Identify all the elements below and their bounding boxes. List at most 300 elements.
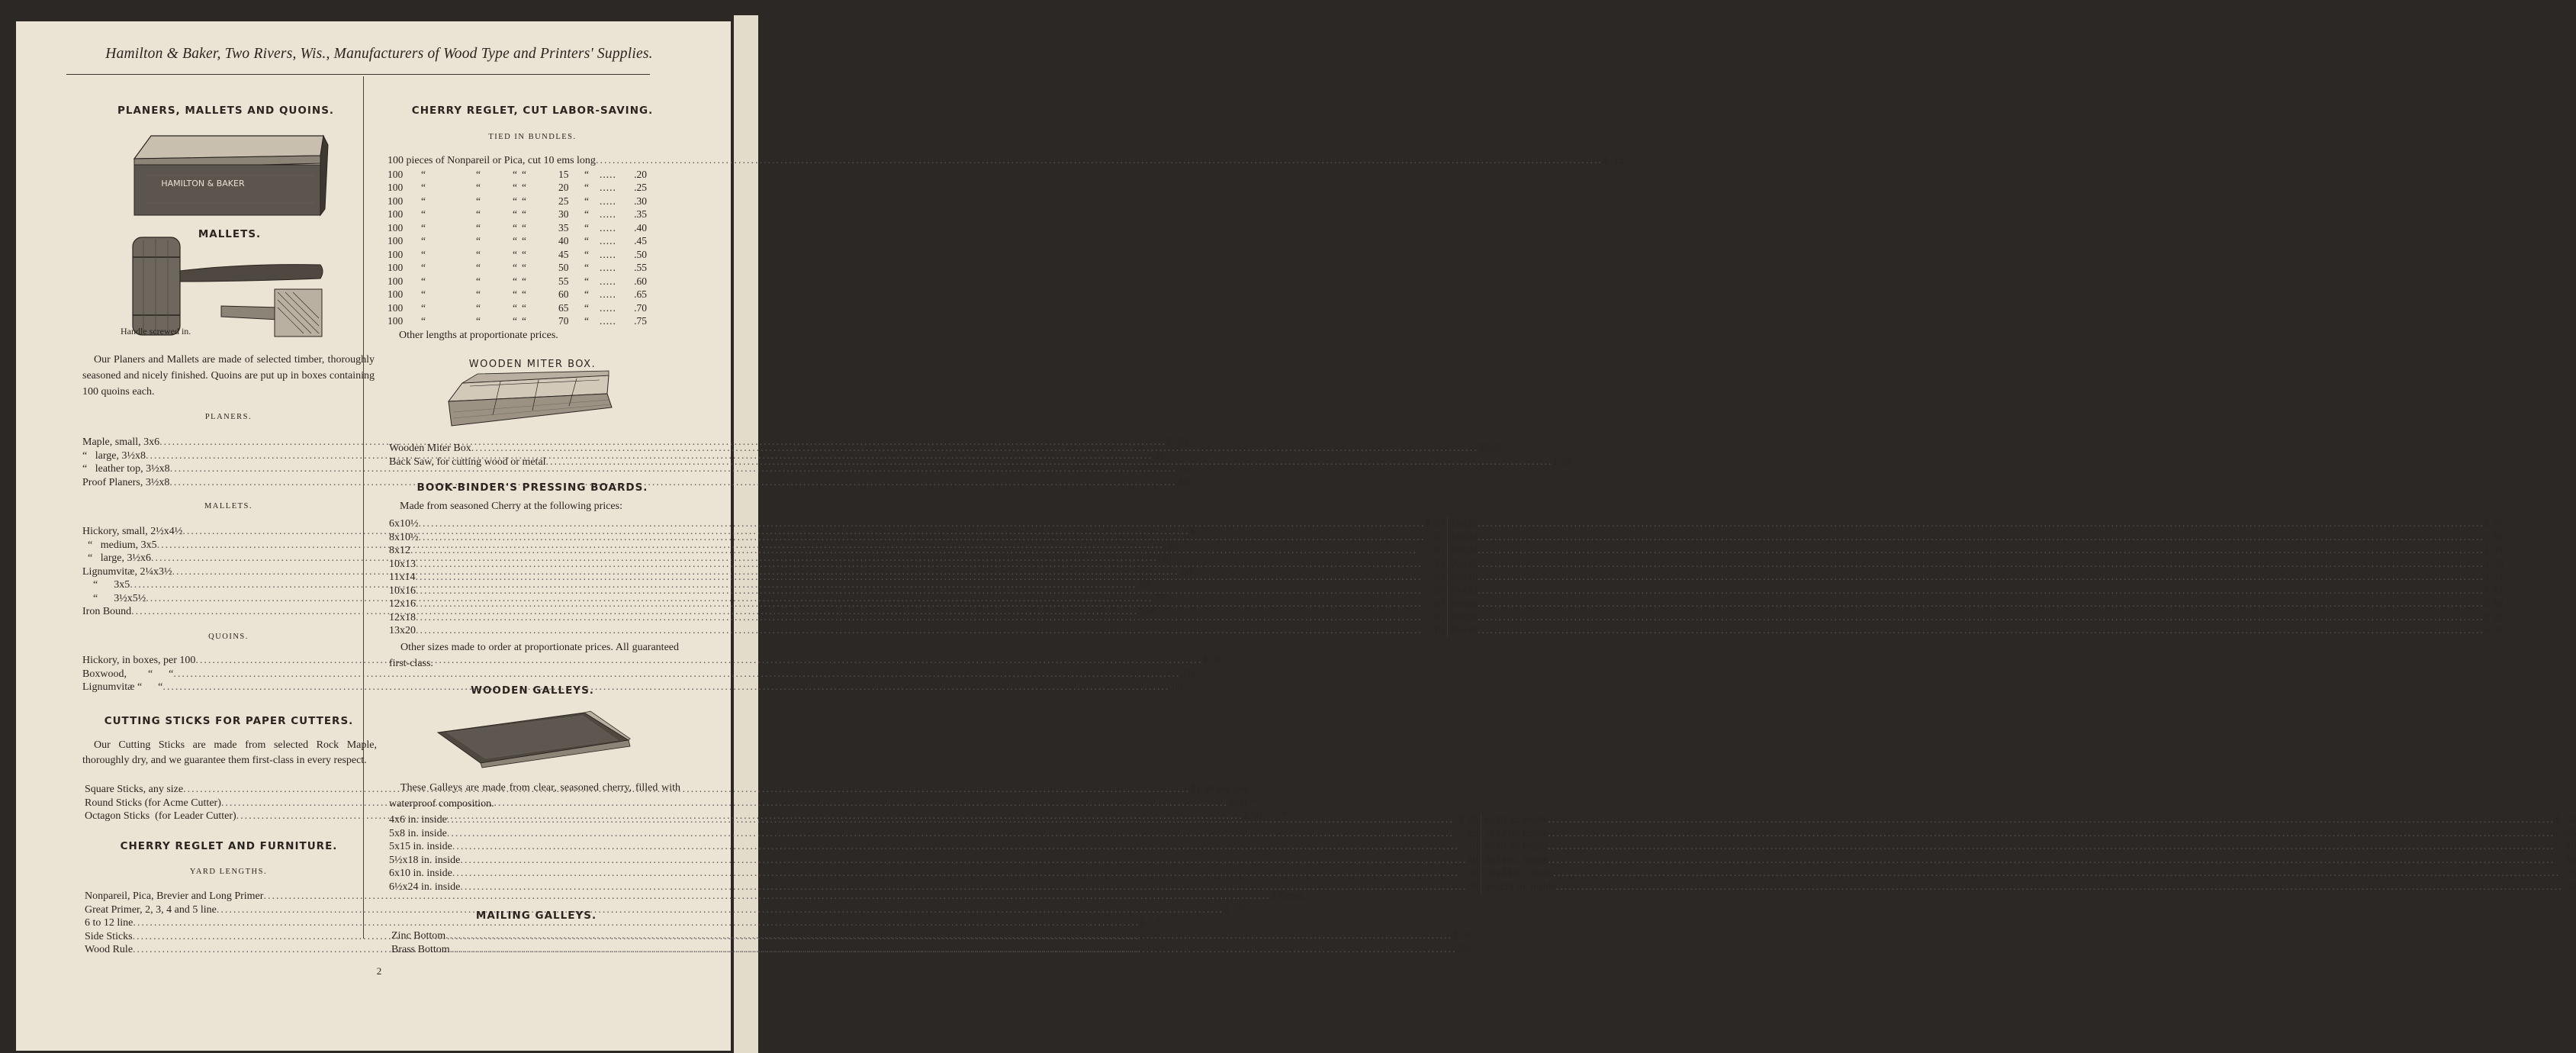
list-row bbox=[1451, 584, 2504, 598]
cut-row bbox=[388, 221, 647, 235]
miter-box-illustration bbox=[447, 372, 615, 427]
list-row bbox=[1451, 624, 2504, 638]
item-name: 30x36 bbox=[1451, 611, 1478, 623]
cutting-title: CUTTING STICKS FOR PAPER CUTTERS. bbox=[104, 715, 354, 727]
item-name: 8x24 in. inside bbox=[1484, 854, 1548, 866]
item-price: $ 20 bbox=[1425, 518, 1444, 530]
item-name: 10x16 bbox=[389, 584, 416, 597]
item-name: Wood Rule bbox=[85, 944, 133, 955]
galleys-intro: These Galleys are made from clear, seasoned cherry, filled with waterproof composition. bbox=[389, 782, 680, 810]
item-name: “ leather top, 3½x8 bbox=[82, 463, 170, 475]
item-price: 3 “ bbox=[1223, 903, 1245, 916]
item-price: .60 bbox=[1176, 476, 1190, 488]
cut-qty: 100 bbox=[388, 221, 404, 233]
leader-dots bbox=[419, 531, 1434, 545]
leader-dots bbox=[1478, 517, 2484, 531]
cut-row bbox=[388, 181, 647, 195]
reglet-title: CHERRY REGLET AND FURNITURE. bbox=[120, 840, 338, 852]
cut-row bbox=[388, 195, 647, 208]
item-name: 12x16 bbox=[389, 598, 416, 610]
cut-leader-dots: ..... bbox=[600, 315, 616, 327]
item-name: 6x10 in. inside bbox=[389, 868, 452, 879]
cut-ditto: “ bbox=[513, 288, 517, 300]
cut-price: .30 bbox=[634, 195, 647, 207]
cut-ditto: “ bbox=[584, 301, 589, 314]
leader-dots bbox=[1548, 827, 2565, 841]
boards-intro: Made from seasoned Cherry at the following prices: bbox=[400, 501, 622, 512]
cut-ditto: “ bbox=[584, 235, 589, 246]
header-rule bbox=[66, 74, 650, 75]
cut-ditto: “ bbox=[476, 168, 481, 180]
boards-right-col bbox=[1448, 517, 2504, 638]
leader-dots bbox=[447, 813, 1459, 827]
cut-ditto: “ bbox=[522, 182, 526, 193]
list-row bbox=[389, 531, 1444, 545]
item-price: 12 “ bbox=[1140, 944, 1166, 955]
cut-ditto: “ bbox=[513, 275, 517, 287]
cut-ditto: “ bbox=[522, 221, 526, 233]
list-row bbox=[389, 558, 1444, 572]
item-name: 5½x18 in. inside bbox=[389, 854, 461, 866]
cut-ditto: “ bbox=[584, 315, 589, 327]
cut-length: 40 bbox=[558, 235, 569, 246]
item-price: 40 bbox=[2565, 841, 2576, 852]
yard-head: YARD LENGTHS. bbox=[189, 868, 268, 876]
item-price: .75 bbox=[1456, 943, 1471, 955]
item-name: Proof Planers, 3½x8 bbox=[82, 476, 170, 488]
cut-length: 50 bbox=[558, 262, 569, 273]
cut-length: 35 bbox=[558, 221, 569, 233]
list-row bbox=[389, 881, 1478, 894]
item-price: 60 bbox=[1433, 598, 1444, 610]
list-row bbox=[389, 867, 1478, 881]
item-name: Octagon Sticks (for Leader Cutter) bbox=[85, 810, 236, 822]
item-price: .40 bbox=[1157, 552, 1172, 564]
item-price: 6 “ bbox=[1139, 930, 1160, 942]
list-row bbox=[1484, 813, 2576, 827]
cut-price: .65 bbox=[634, 288, 647, 300]
list-row bbox=[1451, 597, 2504, 611]
cut-row bbox=[388, 314, 647, 328]
cut-ditto: “ bbox=[421, 315, 426, 327]
cut-ditto: “ bbox=[476, 288, 481, 300]
page-header: Hamilton & Baker, Two Rivers, Wis., Manufacturers of Wood Type and Printers' Supplies. bbox=[105, 46, 653, 62]
item-price: .30 bbox=[1152, 449, 1166, 462]
list-row bbox=[389, 544, 1444, 558]
cut-length: 55 bbox=[558, 275, 569, 287]
item-price: 30 bbox=[1433, 545, 1444, 556]
item-price: 6 “ bbox=[1140, 917, 1161, 929]
cut-price: .45 bbox=[634, 235, 647, 246]
leader-dots bbox=[416, 624, 1433, 638]
cut-ditto: “ bbox=[421, 208, 426, 220]
cut-qty: 100 bbox=[388, 235, 404, 246]
item-price: 2 80 bbox=[2484, 598, 2504, 610]
cut-price: .20 bbox=[634, 168, 647, 180]
item-name: Hickory, in boxes, per 100 bbox=[82, 655, 196, 666]
item-name: 8x12 bbox=[389, 545, 410, 556]
cut-qty: 100 bbox=[388, 168, 404, 180]
item-name: 4x6 in. inside bbox=[389, 814, 447, 826]
cut-title: CHERRY REGLET, CUT LABOR-SAVING. bbox=[411, 105, 654, 117]
cut-row bbox=[388, 275, 647, 288]
item-price: 25 bbox=[1467, 827, 1478, 839]
cut-ditto: “ bbox=[476, 195, 481, 207]
list-row bbox=[1451, 571, 2504, 584]
list-row bbox=[1484, 854, 2576, 868]
cut-ditto: “ bbox=[476, 262, 481, 273]
item-price: $0.50 bbox=[1478, 443, 1503, 454]
cut-price: .60 bbox=[634, 275, 647, 287]
cut-leader-dots: ..... bbox=[600, 262, 616, 273]
leader-dots bbox=[1478, 611, 2484, 625]
item-price: 1.25 bbox=[1552, 456, 1572, 468]
item-name: 5x8 in. inside bbox=[389, 827, 447, 839]
cut-ditto: “ bbox=[513, 248, 517, 260]
list-row bbox=[1484, 840, 2576, 854]
cut-ditto: “ bbox=[584, 262, 589, 273]
cut-row bbox=[388, 288, 647, 301]
cut-price: .35 bbox=[634, 208, 647, 220]
item-price: .30 bbox=[1163, 539, 1178, 551]
cut-ditto: “ bbox=[476, 301, 481, 314]
list-row bbox=[85, 797, 1272, 810]
cut-ditto: “ bbox=[421, 248, 426, 260]
item-name: 7x22 in. inside bbox=[1484, 827, 1548, 839]
item-name: 24x30 bbox=[1451, 572, 1478, 583]
cut-price: .50 bbox=[634, 248, 647, 260]
item-price: 4 50 bbox=[2484, 625, 2504, 636]
cut-ditto: “ bbox=[522, 235, 526, 246]
item-name: Iron Bound bbox=[82, 606, 132, 617]
cut-ditto: “ bbox=[476, 235, 481, 246]
cut-leader-dots: ..... bbox=[600, 195, 616, 207]
cut-ditto: “ bbox=[522, 248, 526, 260]
leader-dots bbox=[195, 654, 1202, 668]
item-price: 55 bbox=[1433, 584, 1444, 597]
planers-intro: Our Planers and Mallets are made of selected timber, thoroughly seasoned and nicely finished. Quoins are put up in boxes containing 100 quoins each. bbox=[82, 354, 375, 398]
leader-dots bbox=[1478, 544, 2484, 558]
item-price: 95 bbox=[2492, 531, 2504, 543]
cut-ditto: “ bbox=[513, 182, 517, 193]
leader-dots bbox=[416, 597, 1433, 611]
cut-leader-dots: ..... bbox=[600, 301, 616, 314]
list-row bbox=[389, 517, 1444, 531]
item-price: $ .25 bbox=[1166, 436, 1188, 448]
page-number: 2 bbox=[376, 965, 382, 977]
item-name: Back Saw, for cutting wood or metal bbox=[389, 456, 546, 468]
leader-dots bbox=[1478, 558, 2484, 572]
boards-left-col bbox=[389, 517, 1448, 638]
item-price: $ 20 bbox=[1458, 814, 1478, 826]
item-price: $ 50 bbox=[2555, 814, 2576, 826]
item-name: Hickory, small, 2½x4½ bbox=[82, 526, 183, 537]
list-row bbox=[389, 571, 1444, 584]
item-price: 70 bbox=[1433, 625, 1444, 636]
item-name: 10x24 in. inside bbox=[1484, 868, 1554, 879]
leader-dots bbox=[1548, 840, 2565, 854]
cut-leader-dots: ..... bbox=[600, 248, 616, 260]
boards-note: Other sizes made to order at proportionate prices. All guaranteed first-class. bbox=[389, 642, 679, 669]
leader-dots bbox=[460, 881, 1467, 894]
item-price: 40 bbox=[1467, 854, 1478, 866]
cutting-intro: Our Cutting Sticks are made from selected Rock Maple, thoroughly dry, and we guarantee them first-class in every respect. bbox=[82, 739, 377, 766]
cut-length: 15 bbox=[558, 168, 569, 180]
leader-dots bbox=[452, 867, 1468, 881]
leader-dots bbox=[1556, 881, 2566, 894]
item-name: “ large, 3½x8 bbox=[82, 449, 146, 462]
cut-ditto: “ bbox=[421, 195, 426, 207]
item-name: Round Sticks (for Acme Cutter) bbox=[85, 797, 221, 809]
cut-qty: 100 bbox=[388, 315, 404, 327]
list-row bbox=[1451, 558, 2504, 572]
cut-price: .55 bbox=[634, 262, 647, 273]
quoins-head: QUOINS. bbox=[208, 633, 249, 641]
cut-ditto: “ bbox=[476, 248, 481, 260]
item-price: 75 bbox=[2565, 868, 2576, 879]
leader-dots bbox=[410, 544, 1433, 558]
item-price: 3 25 bbox=[2484, 611, 2504, 623]
leader-dots bbox=[471, 442, 1478, 456]
cut-price: .40 bbox=[634, 221, 647, 233]
cut-leader-dots: ..... bbox=[600, 275, 616, 287]
list-row bbox=[1451, 531, 2504, 545]
leader-dots bbox=[416, 558, 1433, 572]
cut-length: 25 bbox=[558, 195, 569, 207]
cut-length: 70 bbox=[558, 315, 569, 327]
cut-ditto: “ bbox=[513, 262, 517, 273]
list-row bbox=[389, 813, 1478, 827]
leader-dots bbox=[217, 903, 1224, 917]
item-name: “ medium, 3x5 bbox=[82, 539, 157, 551]
cut-ditto: “ bbox=[584, 168, 589, 180]
cut-rows bbox=[388, 168, 647, 328]
cut-ditto: “ bbox=[584, 288, 589, 300]
item-name: Lignumvitæ, 2¼x3½ bbox=[82, 565, 172, 578]
leader-dots bbox=[447, 827, 1468, 841]
cut-ditto: “ bbox=[513, 235, 517, 246]
cut-ditto: “ bbox=[522, 262, 526, 273]
item-name: 26x40 bbox=[1451, 598, 1478, 610]
cut-ditto: “ bbox=[476, 275, 481, 287]
cut-ditto: “ bbox=[522, 195, 526, 207]
cut-qty: 100 bbox=[388, 195, 404, 207]
planers-title: PLANERS, MALLETS AND QUOINS. bbox=[117, 105, 335, 117]
leader-dots bbox=[1478, 584, 2484, 598]
item-name: Wooden Miter Box bbox=[389, 443, 471, 454]
planer-illustration bbox=[131, 130, 330, 221]
item-name: 6 to 12 line bbox=[85, 917, 133, 929]
item-name: Maple, small, 3x6 bbox=[82, 436, 160, 448]
cut-qty: 100 bbox=[388, 262, 404, 273]
item-name: 15x20 bbox=[1451, 518, 1478, 530]
miter-title: WOODEN MITER BOX. bbox=[468, 359, 597, 370]
item-name: 3½x24 in. inside bbox=[1484, 881, 1556, 893]
leader-dots bbox=[1478, 571, 2484, 584]
cut-ditto: “ bbox=[513, 168, 517, 180]
list-row bbox=[1484, 827, 2576, 841]
cut-ditto: “ bbox=[476, 182, 481, 193]
item-name: Nonpareil, Pica, Brevier and Long Primer bbox=[85, 890, 264, 902]
cut-ditto: “ bbox=[522, 208, 526, 220]
cut-qty: 100 bbox=[388, 301, 404, 314]
item-name: 20x24 bbox=[1451, 545, 1478, 556]
cut-leader-dots: ..... bbox=[600, 182, 616, 193]
cut-first-row: 100 pieces of Nonpareil or Pica, cut 10 ems long ..... $ .15 bbox=[388, 154, 679, 168]
item-price: 60 bbox=[2565, 854, 2576, 866]
cut-leader-dots: ..... bbox=[600, 208, 616, 220]
list-row bbox=[389, 584, 1444, 598]
cut-ditto: “ bbox=[522, 288, 526, 300]
cut-row bbox=[388, 301, 647, 315]
cut-ditto: “ bbox=[513, 195, 517, 207]
item-price: 2.50 “ “ bbox=[1243, 810, 1288, 822]
item-name: 36x44 bbox=[1451, 625, 1478, 636]
cut-ditto: “ bbox=[584, 195, 589, 207]
list-row bbox=[1484, 881, 2576, 894]
cut-row bbox=[388, 168, 647, 182]
leader-dots bbox=[415, 571, 1433, 584]
item-name: 22x28 bbox=[1451, 558, 1478, 570]
cut-ditto: “ bbox=[522, 275, 526, 287]
leader-dots bbox=[450, 943, 1457, 957]
cut-ditto: “ bbox=[522, 168, 526, 180]
list-row bbox=[391, 929, 1475, 943]
item-name: Square Sticks, any size bbox=[85, 784, 184, 795]
cut-ditto: “ bbox=[522, 301, 526, 314]
cut-leader-dots: ..... bbox=[600, 235, 616, 246]
cut-ditto: “ bbox=[421, 301, 426, 314]
item-name: “ 3x5 bbox=[82, 579, 130, 591]
galleys-title: WOODEN GALLEYS. bbox=[471, 684, 594, 697]
galleys-right-col bbox=[1481, 813, 2576, 894]
item-price: $1.50 per doz. bbox=[1190, 784, 1252, 795]
leader-dots bbox=[1478, 624, 2484, 638]
cut-ditto: “ bbox=[476, 315, 481, 327]
list-row bbox=[389, 854, 1478, 868]
item-price: .40 bbox=[1176, 463, 1191, 475]
item-name: Boxwood, “ “ bbox=[82, 668, 174, 680]
cut-length: 45 bbox=[558, 248, 569, 260]
cut-ditto: “ bbox=[421, 235, 426, 246]
handle-caption: Handle screwed in. bbox=[121, 326, 191, 337]
item-name: 12x18 bbox=[389, 611, 416, 623]
cut-ditto: “ bbox=[421, 221, 426, 233]
item-name: 8x10 in. inside bbox=[1484, 841, 1548, 852]
mailing-title: MAILING GALLEYS. bbox=[475, 910, 597, 922]
item-name: Brass Bottom bbox=[391, 943, 450, 955]
planer-brand: HAMILTON & BAKER bbox=[161, 179, 245, 188]
list-row bbox=[1451, 517, 2504, 531]
cut-leader-dots: ..... bbox=[600, 221, 616, 233]
list-row bbox=[389, 597, 1444, 611]
item-price: $ 75 bbox=[2484, 518, 2504, 530]
cut-ditto: “ bbox=[421, 182, 426, 193]
cut-leader-dots: ..... bbox=[600, 168, 616, 180]
cut-qty: 100 bbox=[388, 288, 404, 300]
cut-length: 65 bbox=[558, 301, 569, 314]
item-name: Great Primer, 2, 3, 4 and 5 line bbox=[85, 903, 217, 916]
list-row bbox=[85, 890, 1306, 903]
item-name: Zinc Bottom bbox=[391, 930, 446, 942]
leader-dots bbox=[416, 611, 1433, 625]
cut-ditto: “ bbox=[513, 301, 517, 314]
cut-row bbox=[388, 248, 647, 262]
item-name: “ large, 3½x6 bbox=[82, 552, 151, 564]
item-name: Side Sticks bbox=[85, 930, 133, 942]
item-name: “ 3½x5½ bbox=[82, 592, 146, 604]
item-name: 8x10½ bbox=[389, 531, 419, 543]
cut-row bbox=[388, 261, 647, 275]
item-price: 30 bbox=[1467, 868, 1478, 879]
leader-dots bbox=[221, 797, 1228, 810]
item-price: 60 bbox=[1433, 611, 1444, 623]
cut-ditto: “ bbox=[421, 275, 426, 287]
item-price: 1 30 bbox=[2484, 558, 2504, 570]
cut-ditto: “ bbox=[421, 262, 426, 273]
item-price: 1 35 bbox=[2484, 572, 2504, 583]
item-name: 10x13 bbox=[389, 558, 416, 570]
cut-ditto: “ bbox=[584, 275, 589, 287]
item-price: 2 Cents. bbox=[1270, 890, 1306, 902]
cut-row bbox=[388, 208, 647, 221]
cut-ditto: “ bbox=[584, 248, 589, 260]
cut-row bbox=[388, 234, 647, 248]
item-price: $ .25 bbox=[1189, 526, 1211, 537]
item-price: 1.00 bbox=[1138, 606, 1157, 617]
list-row bbox=[389, 827, 1478, 841]
cut-leader-dots: ..... bbox=[600, 288, 616, 300]
galleys-left-col bbox=[389, 813, 1481, 894]
leader-dots bbox=[1478, 597, 2484, 611]
list-row bbox=[82, 668, 1194, 681]
item-name: 13x20 bbox=[389, 625, 416, 636]
list-row bbox=[389, 624, 1444, 638]
cut-ditto: “ bbox=[513, 208, 517, 220]
leader-dots bbox=[1553, 867, 2565, 881]
cut-ditto: “ bbox=[522, 315, 526, 327]
list-row bbox=[1484, 867, 2576, 881]
leader-dots bbox=[1548, 813, 2555, 827]
item-price: .50 bbox=[1179, 565, 1192, 578]
item-name: 16x24 bbox=[1451, 531, 1478, 543]
cut-qty: 100 bbox=[388, 248, 404, 260]
item-price: 60 bbox=[1467, 881, 1478, 893]
item-price: 1 45 bbox=[2484, 584, 2504, 597]
leader-dots bbox=[183, 783, 1190, 797]
cut-length: 20 bbox=[558, 182, 569, 193]
tied-head: TIED IN BUNDLES. bbox=[488, 133, 577, 141]
cut-ditto: “ bbox=[476, 221, 481, 233]
cut-qty: 100 bbox=[388, 208, 404, 220]
cut-ditto: “ bbox=[584, 182, 589, 193]
list-row bbox=[1451, 544, 2504, 558]
mallets-label: MALLETS. bbox=[198, 228, 262, 240]
leader-dots bbox=[1548, 854, 2565, 868]
item-price: .75 bbox=[1153, 592, 1166, 604]
cut-qty: 100 bbox=[388, 275, 404, 287]
item-name: 5x15 in. inside bbox=[389, 841, 452, 852]
cut-length: 60 bbox=[558, 288, 569, 300]
cut-ditto: “ bbox=[476, 208, 481, 220]
cut-ditto: “ bbox=[584, 208, 589, 220]
cut-ditto: “ bbox=[513, 221, 517, 233]
leader-dots bbox=[460, 854, 1467, 868]
item-price: 2.50 “ “ bbox=[1227, 797, 1272, 809]
mallets-head: MALLETS. bbox=[204, 502, 253, 510]
item-price: 30 bbox=[1467, 841, 1478, 852]
item-price: .60 bbox=[1137, 579, 1150, 591]
